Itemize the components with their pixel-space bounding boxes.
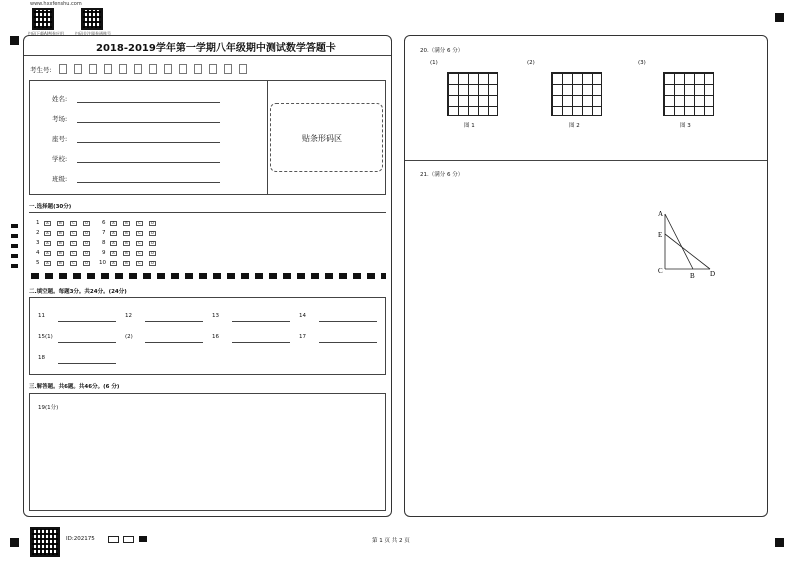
barcode-divider — [267, 81, 268, 194]
choice-option[interactable]: C — [70, 221, 77, 226]
class-label: 班级: — [52, 175, 68, 183]
choice-option[interactable]: D — [149, 241, 156, 246]
section3-heading: 三.解答题。共6题。共46分。(6 分) — [29, 384, 120, 390]
choice-option[interactable]: B — [57, 241, 64, 246]
footer-box-3 — [139, 536, 147, 542]
choice-option[interactable]: B — [123, 241, 130, 246]
figure-caption-1: 图 1 — [464, 123, 475, 129]
fill-item-15-1: 15(1) — [38, 334, 53, 340]
exam-room-field[interactable] — [77, 122, 220, 123]
question-20-heading: 20.（满分 6 分） — [420, 48, 464, 54]
page-title: 2018-2019学年第一学期八年级期中测试数学答题卡 — [96, 43, 336, 54]
answer-box-19[interactable] — [29, 393, 386, 511]
fill-blank-11[interactable] — [58, 321, 116, 322]
segment-ED — [665, 234, 710, 269]
fill-blank-12[interactable] — [145, 321, 203, 322]
choice-option[interactable]: A — [110, 261, 117, 266]
qr-code-account — [81, 8, 103, 30]
figure-caption-2: 图 2 — [569, 123, 580, 129]
footer-box-2 — [123, 536, 134, 543]
name-field[interactable] — [77, 102, 220, 103]
fill-blank-15-2[interactable] — [145, 342, 203, 343]
point-label-E: E — [658, 231, 663, 239]
choice-option[interactable]: B — [57, 251, 64, 256]
fill-blank-16[interactable] — [232, 342, 290, 343]
choice-option[interactable]: D — [149, 251, 156, 256]
seat-number-label: 座号: — [52, 135, 68, 143]
choice-option[interactable]: B — [123, 261, 130, 266]
student-info-box — [29, 80, 386, 195]
choice-option[interactable]: C — [136, 261, 143, 266]
choice-option[interactable]: A — [44, 241, 51, 246]
choice-option[interactable]: D — [83, 241, 90, 246]
choice-option[interactable]: A — [44, 221, 51, 226]
fill-item-17: 17 — [299, 334, 306, 340]
title-divider — [24, 55, 391, 56]
fill-blank-15-1[interactable] — [58, 342, 116, 343]
question-21-heading: 21.（满分 6 分） — [420, 172, 464, 178]
choice-option[interactable]: B — [123, 221, 130, 226]
choice-option[interactable]: D — [83, 251, 90, 256]
fill-blank-17[interactable] — [319, 342, 377, 343]
school-field[interactable] — [77, 162, 220, 163]
choice-option[interactable]: D — [83, 221, 90, 226]
timing-mark — [11, 244, 18, 248]
choice-option[interactable]: A — [110, 251, 117, 256]
fill-item-15-2: (2) — [125, 334, 133, 340]
choice-option[interactable]: B — [123, 251, 130, 256]
point-label-D: D — [710, 270, 716, 278]
choice-option[interactable]: D — [149, 261, 156, 266]
right-answer-panel — [404, 35, 768, 517]
figure-caption-3: 图 3 — [680, 123, 691, 129]
timing-mark — [11, 264, 18, 268]
qr-caption-account: 扫码关注阅卷通账号 — [75, 31, 111, 36]
fill-blank-14[interactable] — [319, 321, 377, 322]
exam-number-label: 考生号: — [30, 66, 52, 74]
choice-option[interactable]: D — [83, 261, 90, 266]
corner-mark-top-right — [775, 13, 784, 22]
q20-sub-label-1: (1) — [430, 60, 438, 66]
site-url: www.hxxfenshu.com — [30, 1, 82, 7]
choice-option[interactable]: D — [83, 231, 90, 236]
qr-caption-app: 扫码下载AI判卷应用 — [28, 31, 64, 36]
timing-mark — [11, 224, 18, 228]
choice-option[interactable]: A — [44, 231, 51, 236]
choice-option[interactable]: C — [136, 241, 143, 246]
choice-option[interactable]: C — [70, 241, 77, 246]
fill-item-11: 11 — [38, 313, 45, 319]
barcode-label: 贴条形码区 — [302, 134, 342, 143]
fill-item-12: 12 — [125, 313, 132, 319]
point-label-C: C — [658, 267, 663, 275]
left-answer-panel: 2018-2019学年第一学期八年级期中测试数学答题卡 考生号: 姓名: 考场: 座号: 学校: 班级: 贴条形码区 一.选择题(30分) 1 A B C D 2 A B C D 3 A B C D 4 A B C D 5 A B C D 6 A B C D 7 A B C D 8 A B C D 9 A B C D 10 A B C D 二.填空题。每题3分。共24分。(24分) 11 12 13 14 15(1) (2) 16 17 18 三.解答题。共6题。共46分。(6 分) 19(1分) — [23, 35, 392, 517]
section1-heading: 一.选择题(30分) — [29, 204, 72, 210]
footer-page-number: 第 1 页 共 2 页 — [372, 538, 410, 544]
corner-mark-bottom-right — [775, 538, 784, 547]
choice-option[interactable]: C — [136, 221, 143, 226]
choice-option[interactable]: B — [123, 231, 130, 236]
class-field[interactable] — [77, 182, 220, 183]
fill-blank-13[interactable] — [232, 321, 290, 322]
choice-option[interactable]: B — [57, 231, 64, 236]
footer-box-1 — [108, 536, 119, 543]
choice-option[interactable]: B — [57, 261, 64, 266]
choice-option[interactable]: D — [149, 221, 156, 226]
choice-option[interactable]: A — [110, 221, 117, 226]
choice-option[interactable]: C — [70, 261, 77, 266]
fill-item-13: 13 — [212, 313, 219, 319]
choice-option[interactable]: B — [57, 221, 64, 226]
segment-AB — [665, 214, 693, 269]
q20-q21-divider — [405, 160, 767, 161]
triangle-figure — [655, 206, 720, 281]
choice-option[interactable]: A — [44, 261, 51, 266]
section1-rule — [29, 212, 386, 213]
q20-sub-label-3: (3) — [638, 60, 646, 66]
question-19-label: 19(1分) — [38, 405, 59, 411]
choice-option[interactable]: A — [44, 251, 51, 256]
name-label: 姓名: — [52, 95, 68, 103]
corner-mark-top-left — [10, 36, 19, 45]
grid-figure-1 — [447, 72, 498, 116]
qr-code-app — [32, 8, 54, 30]
choice-option[interactable]: A — [110, 241, 117, 246]
timing-mark — [11, 254, 18, 258]
fill-blank-18[interactable] — [58, 363, 116, 364]
timing-mark-strip — [31, 273, 386, 279]
fill-in-box — [29, 297, 386, 375]
seat-number-field[interactable] — [77, 142, 220, 143]
point-label-A: A — [658, 210, 664, 218]
fill-item-18: 18 — [38, 355, 45, 361]
qr-code-footer — [30, 527, 60, 557]
q20-sub-label-2: (2) — [527, 60, 535, 66]
choice-option[interactable]: C — [136, 251, 143, 256]
corner-mark-bottom-left — [10, 538, 19, 547]
point-label-B: B — [690, 272, 695, 280]
choice-option[interactable]: C — [70, 251, 77, 256]
section2-heading: 二.填空题。每题3分。共24分。(24分) — [29, 289, 127, 295]
choice-option[interactable]: D — [149, 231, 156, 236]
choice-option[interactable]: A — [110, 231, 117, 236]
school-label: 学校: — [52, 155, 68, 163]
fill-item-14: 14 — [299, 313, 306, 319]
choice-option[interactable]: C — [136, 231, 143, 236]
grid-figure-3 — [663, 72, 714, 116]
grid-figure-2 — [551, 72, 602, 116]
timing-mark — [11, 234, 18, 238]
footer-id: ID:202175 — [66, 536, 95, 542]
barcode-area — [270, 103, 383, 172]
fill-item-16: 16 — [212, 334, 219, 340]
exam-room-label: 考场: — [52, 115, 68, 123]
choice-option[interactable]: C — [70, 231, 77, 236]
